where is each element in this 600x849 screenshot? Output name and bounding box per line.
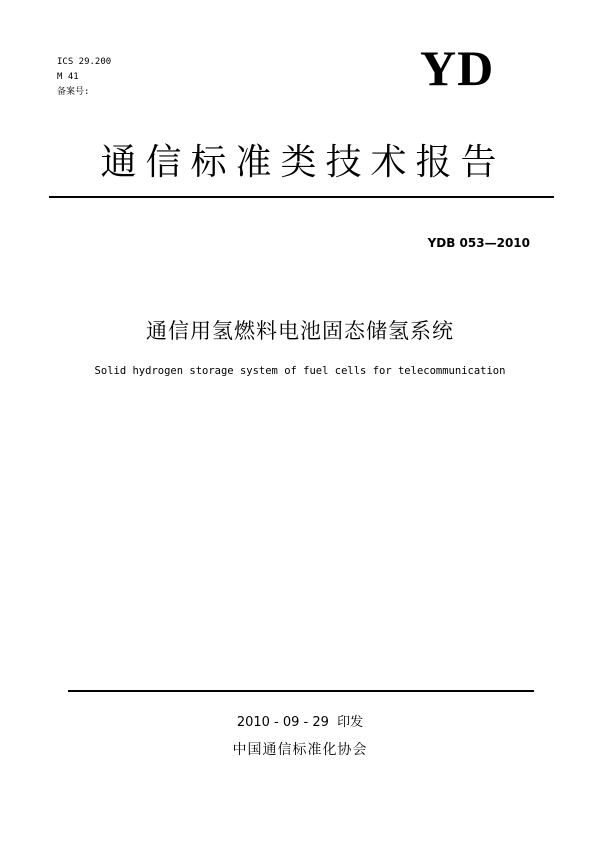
category-code: M 41 [57,72,79,82]
document-title-english: Solid hydrogen storage system of fuel cells for telecommunication [94,365,506,377]
document-title-chinese: 通信用氢燃料电池固态储氢系统 [146,319,454,343]
bottom-divider [68,690,534,692]
yd-logo: YD [420,40,495,96]
document-type-heading: 通信标准类技术报告 [100,142,506,183]
document-number: YDB 053—2010 [427,236,530,250]
issue-date: 2010 - 09 - 29 印发 [236,715,364,730]
ics-code: ICS 29.200 [57,57,112,67]
publisher-name: 中国通信标准化协会 [232,742,368,758]
record-number-label: 备案号: [57,87,90,97]
top-divider [49,196,554,198]
classification-block [57,55,111,100]
